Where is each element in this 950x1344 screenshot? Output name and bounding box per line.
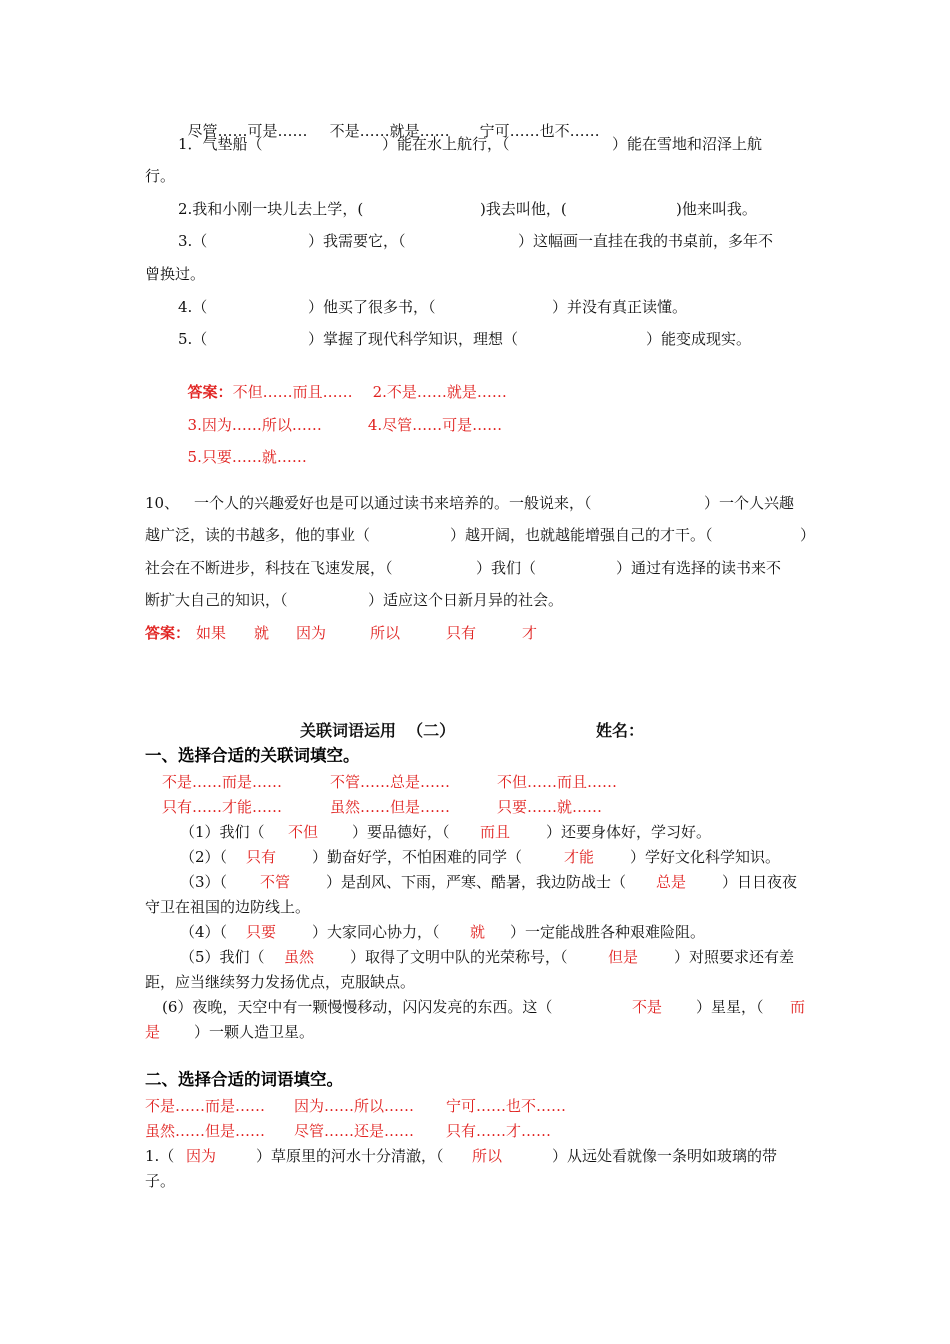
s1-q3-fill2: 总是 [656, 873, 687, 891]
q2-part-c: )他来叫我。 [676, 200, 757, 218]
s2-q1-b: ）草原里的河水十分清澈，（ [256, 1147, 444, 1165]
bank1-item: 只要……就…… [497, 798, 603, 816]
q4-part-b: ）他买了很多书，（ [308, 298, 436, 316]
word-bank-item: 尽管……可是…… [187, 122, 308, 140]
q4-part-c: ）并没有真正读懂。 [552, 298, 688, 316]
answer-text: 3.因为……所以…… [187, 416, 322, 434]
q3-part-b: ）我需要它，（ [308, 232, 406, 250]
s1-q5-fill2: 但是 [608, 948, 639, 966]
s2-q1-a: 1.（ [145, 1147, 175, 1165]
s1-q4-fill1: 只要 [246, 923, 277, 941]
q10-line4-a: 断扩大自己的知识，（ [145, 591, 288, 609]
s1-q5-b: ）取得了文明中队的光荣称号，（ [350, 948, 568, 966]
bank1-item: 不是……而是…… [162, 773, 283, 791]
q10-line4-b: ）适应这个日新月异的社会。 [368, 591, 564, 609]
s1-q2-fill1: 只有 [246, 848, 277, 866]
section2-heading: 二、选择合适的词语填空。 [145, 1070, 343, 1089]
answer-text: 5.只要……就…… [187, 448, 307, 466]
s1-q4-fill2: 就 [470, 923, 486, 941]
q10-line2-a: 越广泛，读的书越多，他的事业（ [145, 526, 371, 544]
s1-q6-fill2a: 而 [790, 998, 806, 1016]
q10-line3-b: ）我们（ [476, 559, 537, 577]
s1-q3-a: （3）（ [180, 873, 228, 891]
answer-text: 2.不是……就是…… [372, 383, 507, 401]
q2-part-a: 2.我和小刚一块儿去上学，( [178, 200, 364, 218]
s1-q2-fill2: 才能 [564, 848, 595, 866]
s1-q5-d: 距，应当继续努力发扬优点，克服缺点。 [145, 973, 416, 991]
s1-q1-c: ）还要身体好，学习好。 [546, 823, 712, 841]
answer-line-3 [178, 427, 307, 467]
bank1-item: 不但……而且…… [497, 773, 618, 791]
q10-line1-a: 一个人的兴趣爱好也是可以通过读书来培养的。一般说来，（ [194, 494, 592, 512]
q10-number: 10、 [145, 494, 180, 512]
s1-q4-b: ）大家同心协力，（ [312, 923, 440, 941]
answer-text: 4.尽管……可是…… [367, 416, 503, 434]
s1-q3-fill1: 不管 [260, 873, 291, 891]
s1-q3-d: 守卫在祖国的边防线上。 [145, 898, 311, 916]
q1-part-c: ）能在雪地和沼泽上航 [612, 135, 763, 153]
q10-answer-6: 才 [522, 624, 538, 642]
s1-q6-b: ）星星，（ [696, 998, 764, 1016]
s1-q6-a: (6）夜晚，天空中有一颗慢慢移动，闪闪发亮的东西。这（ [162, 998, 553, 1016]
bank1-item: 虽然……但是…… [330, 798, 451, 816]
s1-q2-c: ）学好文化科学知识。 [630, 848, 781, 866]
s1-q5-c: ）对照要求还有差 [674, 948, 795, 966]
word-bank-item: 宁可……也不…… [479, 122, 600, 140]
s1-q6-fill2b: 是 [145, 1023, 161, 1041]
q1-part-b: ）能在水上航行，（ [382, 135, 510, 153]
s2-q1-d: 子。 [145, 1172, 176, 1190]
s1-q6-c: ）一颗人造卫星。 [194, 1023, 315, 1041]
bank2-item: 因为……所以…… [294, 1097, 415, 1115]
q10-line3-c: ）通过有选择的读书来不 [616, 559, 782, 577]
answer-label: 答案： [187, 383, 233, 401]
q10-answer-1: 如果 [196, 624, 227, 642]
s1-q4-c: ）一定能战胜各种艰难险阻。 [510, 923, 706, 941]
bank2-item: 只有……才…… [446, 1122, 552, 1140]
q5-part-b: ）掌握了现代科学知识，理想（ [308, 330, 519, 348]
q1-part-d: 行。 [145, 167, 176, 185]
s2-q1-fill1: 因为 [186, 1147, 217, 1165]
q10-line2-b: ）越开阔，也就越能增强自己的才干。（ [450, 526, 713, 544]
s1-q1-fill2: 而且 [480, 823, 511, 841]
q5-part-c: ）能变成现实。 [646, 330, 752, 348]
q10-answer-3: 因为 [296, 624, 327, 642]
s1-q4-a: （4）（ [180, 923, 228, 941]
bank2-item: 尽管……还是…… [294, 1122, 415, 1140]
s2-q1-fill2: 所以 [472, 1147, 503, 1165]
s1-q5-a: （5）我们（ [180, 948, 265, 966]
q10-line3-a: 社会在不断进步，科技在飞速发展，（ [145, 559, 393, 577]
section1-heading: 一、选择合适的关联词填空。 [145, 746, 360, 765]
bank2-item: 不是……而是…… [145, 1097, 266, 1115]
q10-answer-2: 就 [254, 624, 270, 642]
s1-q5-fill1: 虽然 [284, 948, 315, 966]
s1-q3-c: ）日日夜夜 [722, 873, 798, 891]
word-bank-item: 不是……就是…… [329, 122, 450, 140]
q10-answer-4: 所以 [370, 624, 401, 642]
s1-q1-b: ）要品德好，（ [352, 823, 450, 841]
bank2-item: 宁可……也不…… [446, 1097, 567, 1115]
q3-part-d: 曾换过。 [145, 265, 206, 283]
q5-part-a: 5.（ [178, 330, 208, 348]
q2-part-b: )我去叫他，( [480, 200, 567, 218]
q10-answer-label: 答案： [145, 624, 191, 642]
bank2-item: 虽然……但是…… [145, 1122, 266, 1140]
s2-q1-c: ）从远处看就像一条明如玻璃的带 [552, 1147, 778, 1165]
page-title: 关联词语运用 （二） [300, 721, 456, 740]
q10-line2-c: ） [800, 526, 816, 544]
s1-q1-a: （1）我们（ [180, 823, 265, 841]
s1-q2-a: （2）（ [180, 848, 228, 866]
q4-part-a: 4.（ [178, 298, 208, 316]
answer-text: 不但……而且…… [232, 383, 353, 401]
q10-answer-5: 只有 [446, 624, 477, 642]
s1-q2-b: ）勤奋好学，不怕困难的同学（ [312, 848, 523, 866]
q3-part-a: 3.（ [178, 232, 208, 250]
bank1-item: 只有……才能…… [162, 798, 283, 816]
q1-part-a: 1．气垫船（ [178, 135, 263, 153]
s1-q3-b: ）是刮风、下雨，严寒、酷暑，我边防战士（ [326, 873, 627, 891]
bank1-item: 不管……总是…… [330, 773, 451, 791]
q10-line1-b: ）一个人兴趣 [704, 494, 795, 512]
s1-q1-fill1: 不但 [288, 823, 319, 841]
name-label: 姓名： [596, 721, 645, 740]
s1-q6-fill1: 不是 [632, 998, 663, 1016]
q3-part-c: ）这幅画一直挂在我的书桌前，多年不 [518, 232, 774, 250]
